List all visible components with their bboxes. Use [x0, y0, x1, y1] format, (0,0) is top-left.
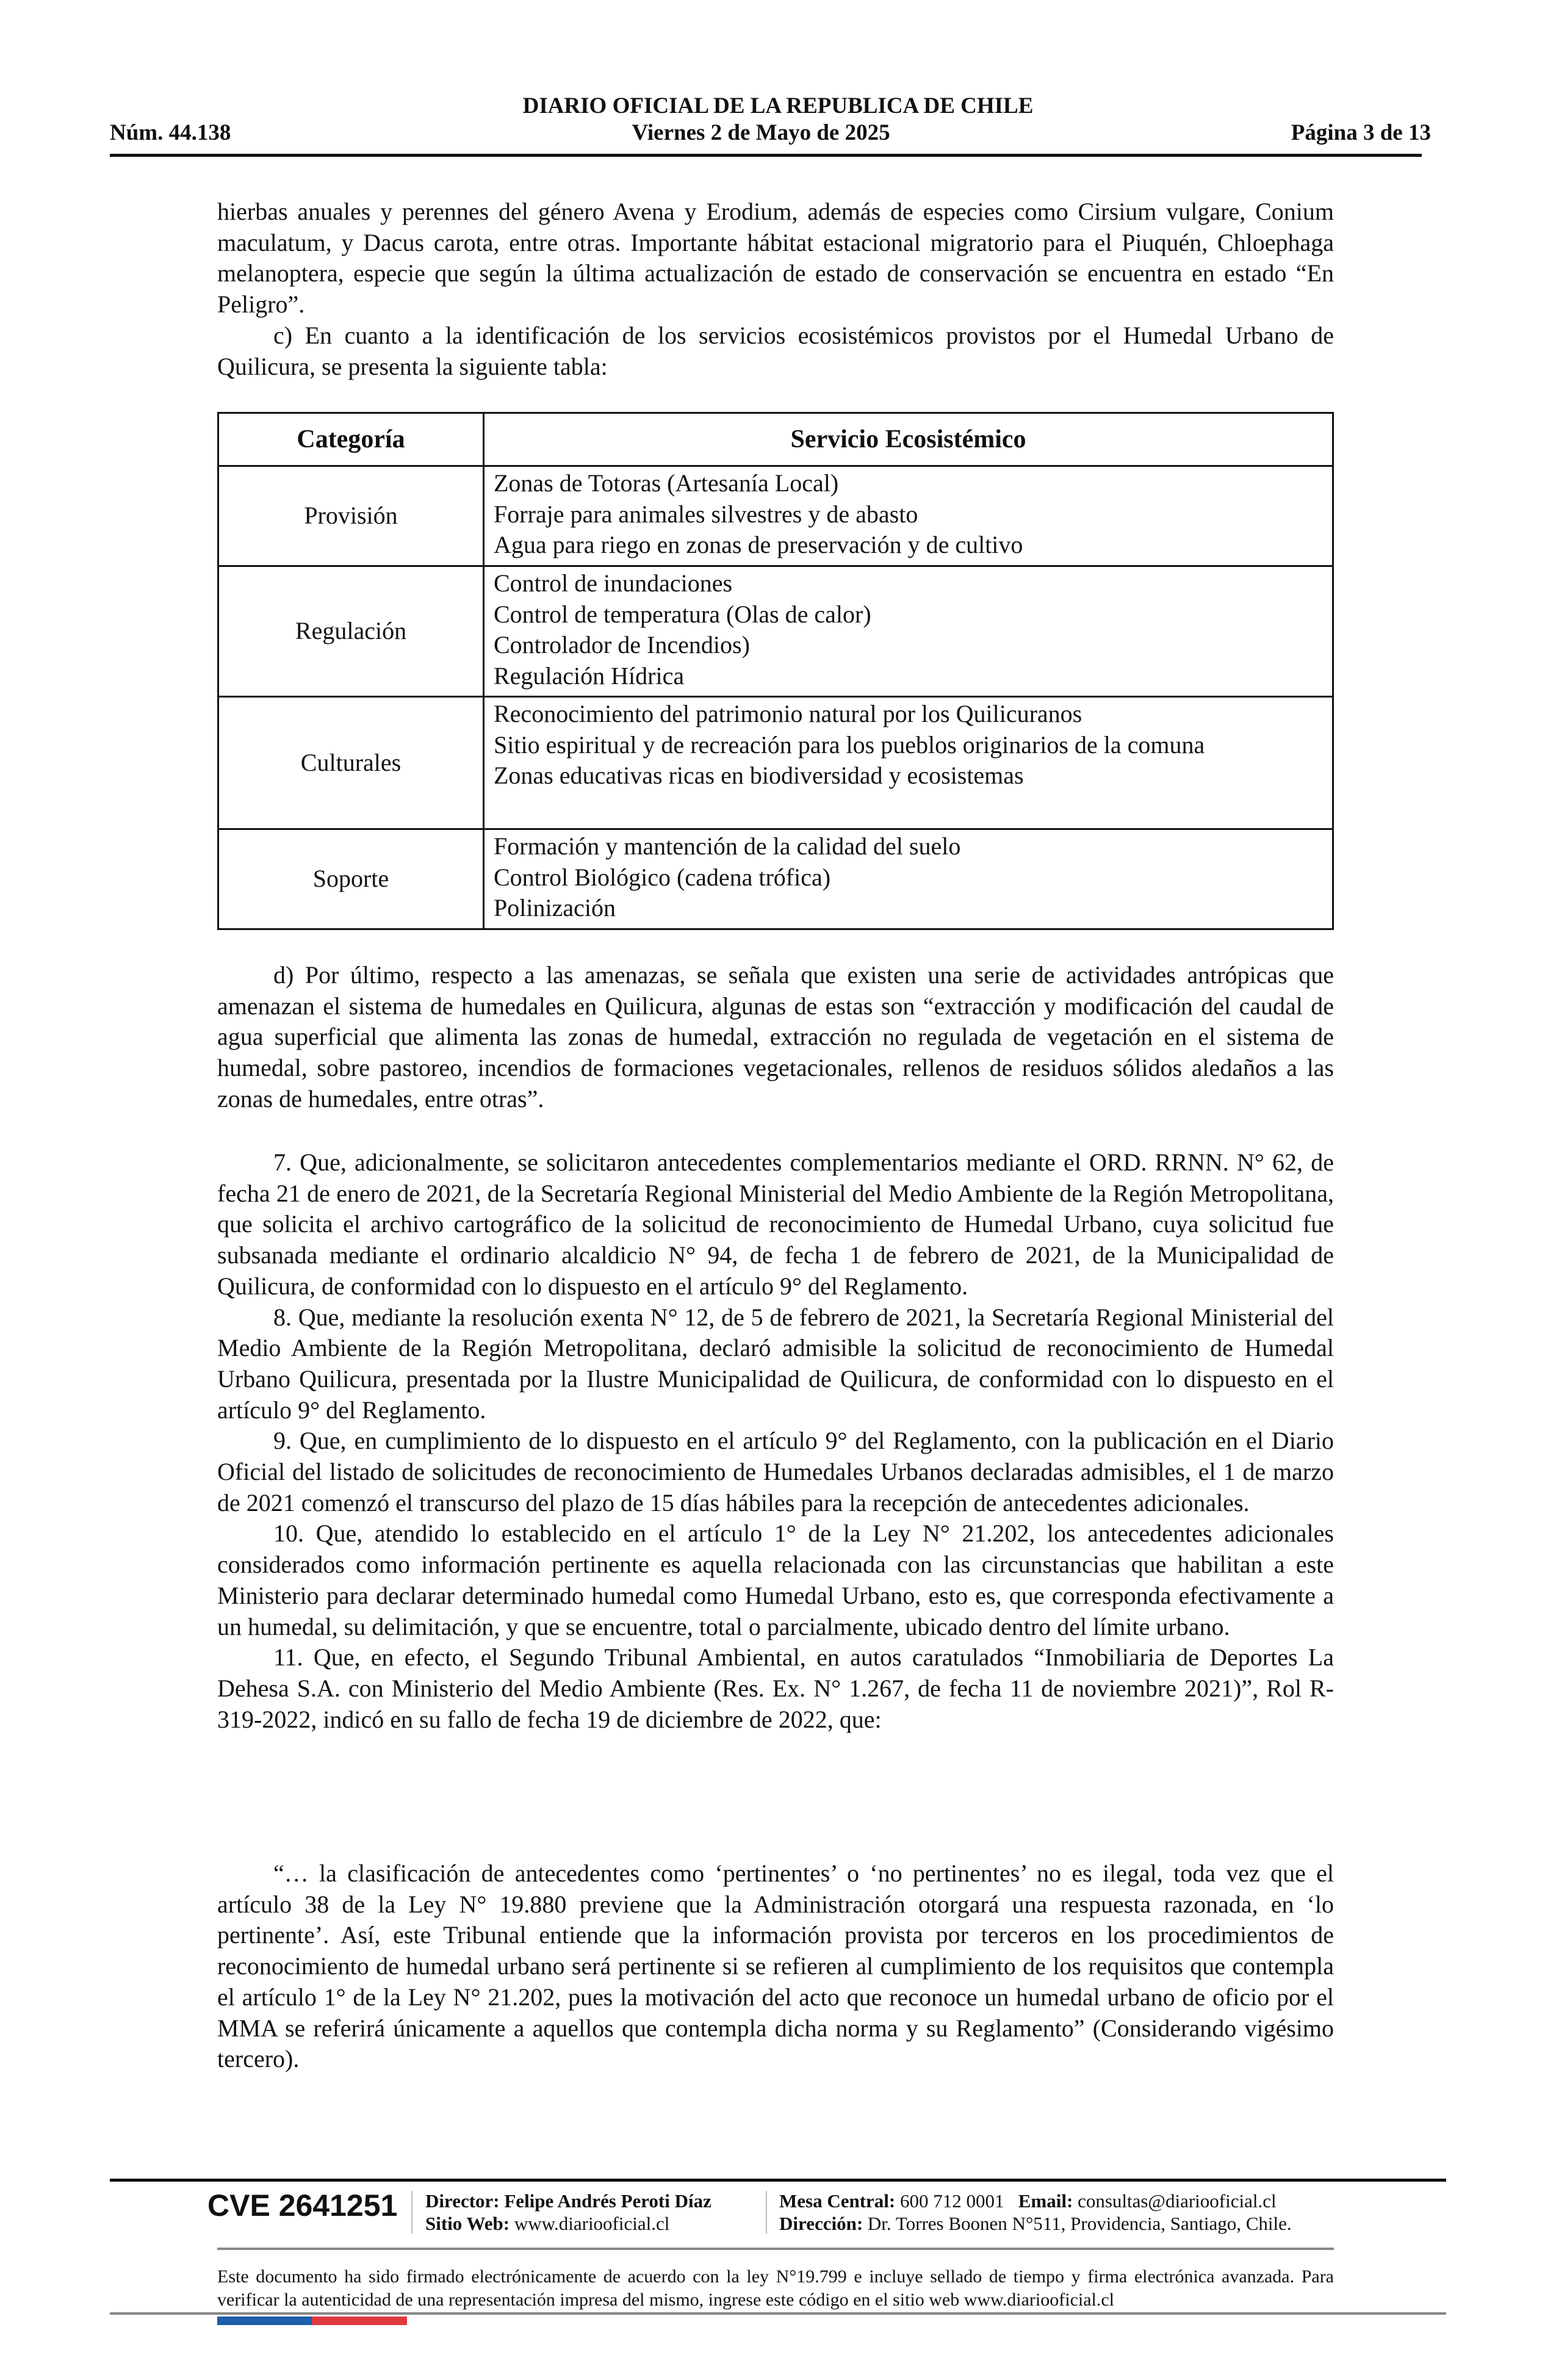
director-name: Felipe Andrés Peroti Díaz: [504, 2190, 711, 2212]
web-label: Sitio Web:: [425, 2213, 510, 2234]
paragraph: 9. Que, en cumplimiento de lo dispuesto en el artículo 9° del Reglamento, con la publicación en el Diario Oficial del listado de solicitudes de reconocimiento de Humedales Urbanos declaradas admisibles, el 1 de marzo de 2021 comenzó el transcurso del plazo de 15 días hábiles para la recepción de antecedentes adicionales.: [217, 1427, 1334, 1516]
footer-separator: [411, 2191, 412, 2234]
category-cell: Soporte: [218, 829, 484, 929]
category-cell: Provisión: [218, 466, 484, 566]
footer-divider: [110, 2312, 1446, 2315]
paragraph: 11. Que, en efecto, el Segundo Tribunal Ambiental, en autos caratulados “Inmobiliaria de Deportes La Dehesa S.A. con Ministerio del Medio Ambiente (Res. Ex. N° 1.267, de fecha 11 de noviembre 2021)”, Rol R-319-2022, indicó en su fallo de fecha 19 de diciembre de 2022, que:: [217, 1643, 1334, 1733]
ecosystem-services-table: [217, 412, 1334, 930]
column-header: Servicio Ecosistémico: [484, 413, 1333, 466]
footer-contact-block: [779, 2190, 1292, 2235]
issue-number: Núm. 44.138: [110, 120, 231, 145]
services-cell: [484, 566, 1333, 697]
email-label: Email:: [1018, 2190, 1073, 2212]
issue-date: Viernes 2 de Mayo de 2025: [632, 120, 890, 145]
column-header: Categoría: [218, 413, 484, 466]
service-item: Polinización: [494, 894, 616, 922]
header-divider: [110, 154, 1422, 157]
page-indicator: Página 3 de 13: [1291, 120, 1431, 145]
paragraph: d) Por último, respecto a las amenazas, se señala que existen una serie de actividades antrópicas que amenazan el sistema de humedales en Quilicura, algunas de estas son “extracción y modificación del caudal de agua superficial que alimenta las zonas de humedal, extracción no regulada de vegetación en el sistema de humedal, sobre pastoreo, incendios de formaciones vegetacionales, rellenos de residuos sólidos aledaños a las zonas de humedales, entre otras”.: [217, 961, 1334, 1112]
flag-stripe-red: [312, 2317, 407, 2325]
category-cell: Regulación: [218, 566, 484, 697]
mesa-label: Mesa Central:: [779, 2190, 896, 2212]
header-row: [110, 120, 1431, 146]
service-item: Reconocimiento del patrimonio natural por los Quilicuranos: [494, 700, 1082, 727]
table-row: [218, 466, 1333, 566]
services-cell: [484, 697, 1333, 829]
footer-divider: [217, 2248, 1334, 2250]
service-item: Zonas de Totoras (Artesanía Local): [494, 469, 839, 497]
quote-paragraph: “… la clasificación de antecedentes como ‘pertinentes’ o ‘no pertinentes’ no es ilegal, toda vez que el artículo 38 de la Ley N° 19.880 previene que la Administración otorgará una respuesta razonada, en ‘lo pertinente’. Así, este Tribunal entiende que la información provista por terceros en los procedimientos de reconocimiento de humedal urbano será pertinente si se refieren al cumplimiento de los requisitos que contempla el artículo 1° de la Ley N° 21.202, pues la motivación del acto que reconoce un humedal urbano de oficio por el MMA se referirá únicamente a aquellos que contempla dicha norma y su Reglamento” (Considerando vigésimo tercero).: [217, 1859, 1334, 2073]
table-header-row: [218, 413, 1333, 466]
service-item: Control de inundaciones: [494, 569, 733, 597]
director-label: Director:: [425, 2190, 500, 2212]
considerations-text: [217, 1147, 1334, 1735]
table-row: [218, 697, 1333, 829]
footer-director-block: [425, 2190, 711, 2235]
service-item: Regulación Hídrica: [494, 662, 685, 690]
service-item: Formación y mantención de la calidad del suelo: [494, 832, 961, 860]
paragraph: hierbas anuales y perennes del género Avena y Erodium, además de especies como Cirsium vulgare, Conium maculatum, y Dacus carota, entre otras. Importante hábitat estacional migratorio para el Piuquén, Chloephaga melanoptera, especie que según la última actualización de estado de conservación se encuentra en estado “En Peligro”.: [217, 198, 1334, 319]
paragraph: 7. Que, adicionalmente, se solicitaron antecedentes complementarios mediante el ORD. RRNN. N° 62, de fecha 21 de enero de 2021, de la Secretaría Regional Ministerial del Medio Ambiente de la Región Metropolitana, que solicita el archivo cartográfico de la solicitud de reconocimiento de Humedal Urbano, cuya solicitud fue subsanada mediante el ordinario alcaldicio N° 94, de fecha 1 de febrero de 2021, de la Municipalidad de Quilicura, de conformidad con lo dispuesto en el artículo 9° del Reglamento.: [217, 1149, 1334, 1300]
signature-disclaimer: Este documento ha sido firmado electrónicamente de acuerdo con la ley N°19.799 e incluye sellado de tiempo y firma electrónica avanzada. Para verificar la autenticidad de una representación impresa del mismo, ingrese este código en el sitio web www.diariooficial.cl: [217, 2266, 1334, 2310]
table-row: [218, 566, 1333, 697]
email-link[interactable]: consultas@diariooficial.cl: [1078, 2190, 1277, 2212]
paragraph: 8. Que, mediante la resolución exenta N° 12, de 5 de febrero de 2021, la Secretaría Regional Ministerial del Medio Ambiente de la Región Metropolitana, declaró admisible la solicitud de reconocimiento de Humedal Urbano Quilicura, presentada por la Ilustre Municipalidad de Quilicura, de conformidad con lo dispuesto en el artículo 9° del Reglamento.: [217, 1303, 1334, 1424]
service-item: Control Biológico (cadena trófica): [494, 863, 831, 891]
newspaper-title: DIARIO OFICIAL DE LA REPUBLICA DE CHILE: [522, 93, 1034, 118]
footer-divider: [110, 2179, 1446, 2182]
quote-text: [217, 1858, 1334, 2075]
cve-code: CVE 2641251: [207, 2188, 398, 2223]
address: Dr. Torres Boonen N°511, Providencia, Santiago, Chile.: [867, 2213, 1292, 2234]
service-item: Agua para riego en zonas de preservación y de cultivo: [494, 531, 1023, 559]
paragraph: c) En cuanto a la identificación de los servicios ecosistémicos provistos por el Humedal Urbano de Quilicura, se presenta la siguiente tabla:: [217, 321, 1334, 380]
service-item: Control de temperatura (Olas de calor): [494, 600, 871, 628]
threats-text: [217, 960, 1334, 1115]
service-item: Zonas educativas ricas en biodiversidad y ecosistemas: [494, 762, 1024, 790]
category-cell: Culturales: [218, 697, 484, 829]
web-link[interactable]: www.diariooficial.cl: [514, 2213, 670, 2234]
service-item: Forraje para animales silvestres y de abasto: [494, 500, 918, 528]
address-label: Dirección:: [779, 2213, 863, 2234]
services-cell: [484, 466, 1333, 566]
mesa-phone: 600 712 0001: [900, 2190, 1004, 2212]
intro-text: [217, 197, 1334, 382]
service-item: Controlador de Incendios): [494, 631, 750, 659]
footer-separator: [766, 2191, 767, 2234]
flag-stripe-blue: [217, 2317, 312, 2325]
paragraph: 10. Que, atendido lo establecido en el artículo 1° de la Ley N° 21.202, los antecedentes adicionales considerados como información pertinente es aquella relacionada con las circunstancias que habilitan a este Ministerio para declarar determinado humedal como Humedal Urbano, esto es, que corresponda efectivamente a un humedal, su delimitación, y que se encuentre, total o parcialmente, ubicado dentro del límite urbano.: [217, 1520, 1334, 1640]
table-row: [218, 829, 1333, 929]
service-item: Sitio espiritual y de recreación para los pueblos originarios de la comuna: [494, 730, 1205, 759]
services-cell: [484, 829, 1333, 929]
